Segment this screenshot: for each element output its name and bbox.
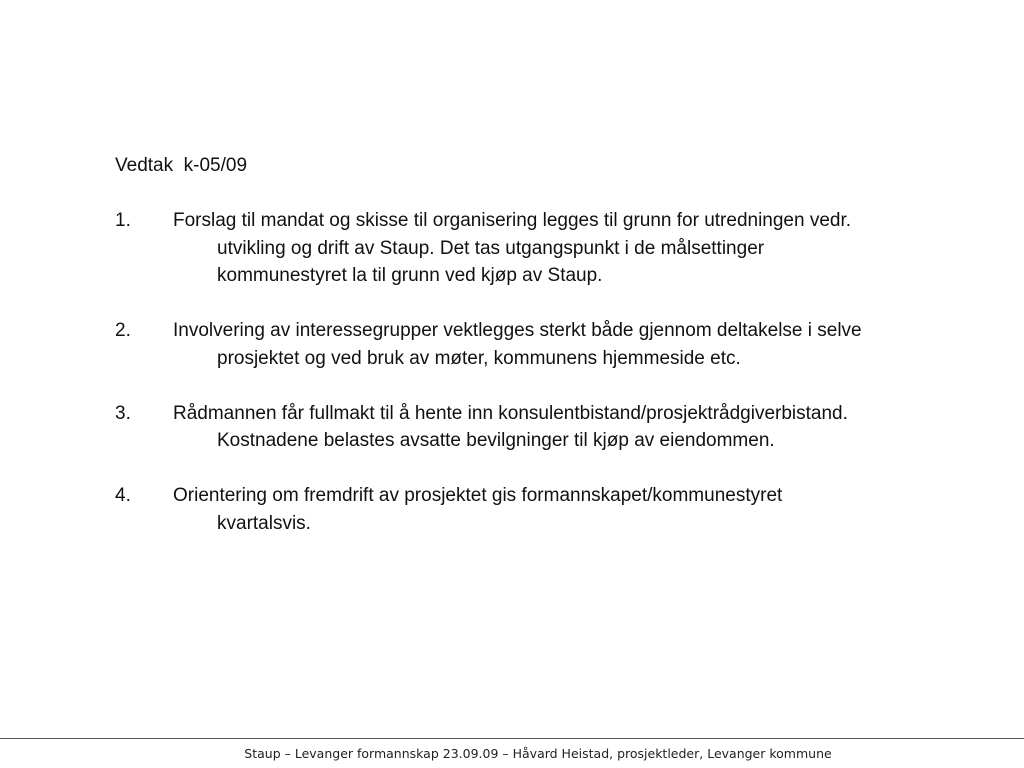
item-line: Forslag til mandat og skisse til organisering legges til grunn for utredningen vedr. (173, 210, 852, 231)
footer-text: Staup – Levanger formannskap 23.09.09 – Håvard Heistad, prosjektleder, Levanger kommune (244, 746, 832, 761)
footer-divider (0, 738, 1024, 739)
item-line: prosjektet og ved bruk av møter, kommunens hjemmeside etc. (217, 347, 741, 369)
item-number: 1. (115, 210, 131, 231)
item-line: Involvering av interessegrupper vektlegges sterkt både gjennom deltakelse i selve (173, 320, 862, 341)
item-line: Rådmannen får fullmakt til å hente inn konsulentbistand/prosjektrådgiverbistand. (173, 402, 848, 424)
item-line: Orientering om fremdrift av prosjektet gis formannskapet/kommunestyret (173, 485, 783, 506)
decision-item-1 (115, 207, 995, 290)
decision-text-block (115, 152, 995, 565)
item-line: utvikling og drift av Staup. Det tas utgangspunkt i de målsettinger (217, 237, 765, 259)
decision-heading: Vedtak k-05/09 (115, 155, 248, 176)
item-line: kommunestyret la til grunn ved kjøp av Staup. (217, 265, 603, 286)
item-number: 3. (115, 402, 131, 424)
decision-item-3 (115, 400, 995, 455)
item-line: Kostnadene belastes avsatte bevilgninger til kjøp av eiendommen. (217, 430, 775, 451)
decision-item-2 (115, 317, 995, 372)
footer (0, 746, 1024, 761)
decision-item-4 (115, 482, 995, 537)
item-line: kvartalsvis. (217, 512, 311, 534)
item-number: 2. (115, 320, 131, 341)
item-number: 4. (115, 485, 131, 506)
